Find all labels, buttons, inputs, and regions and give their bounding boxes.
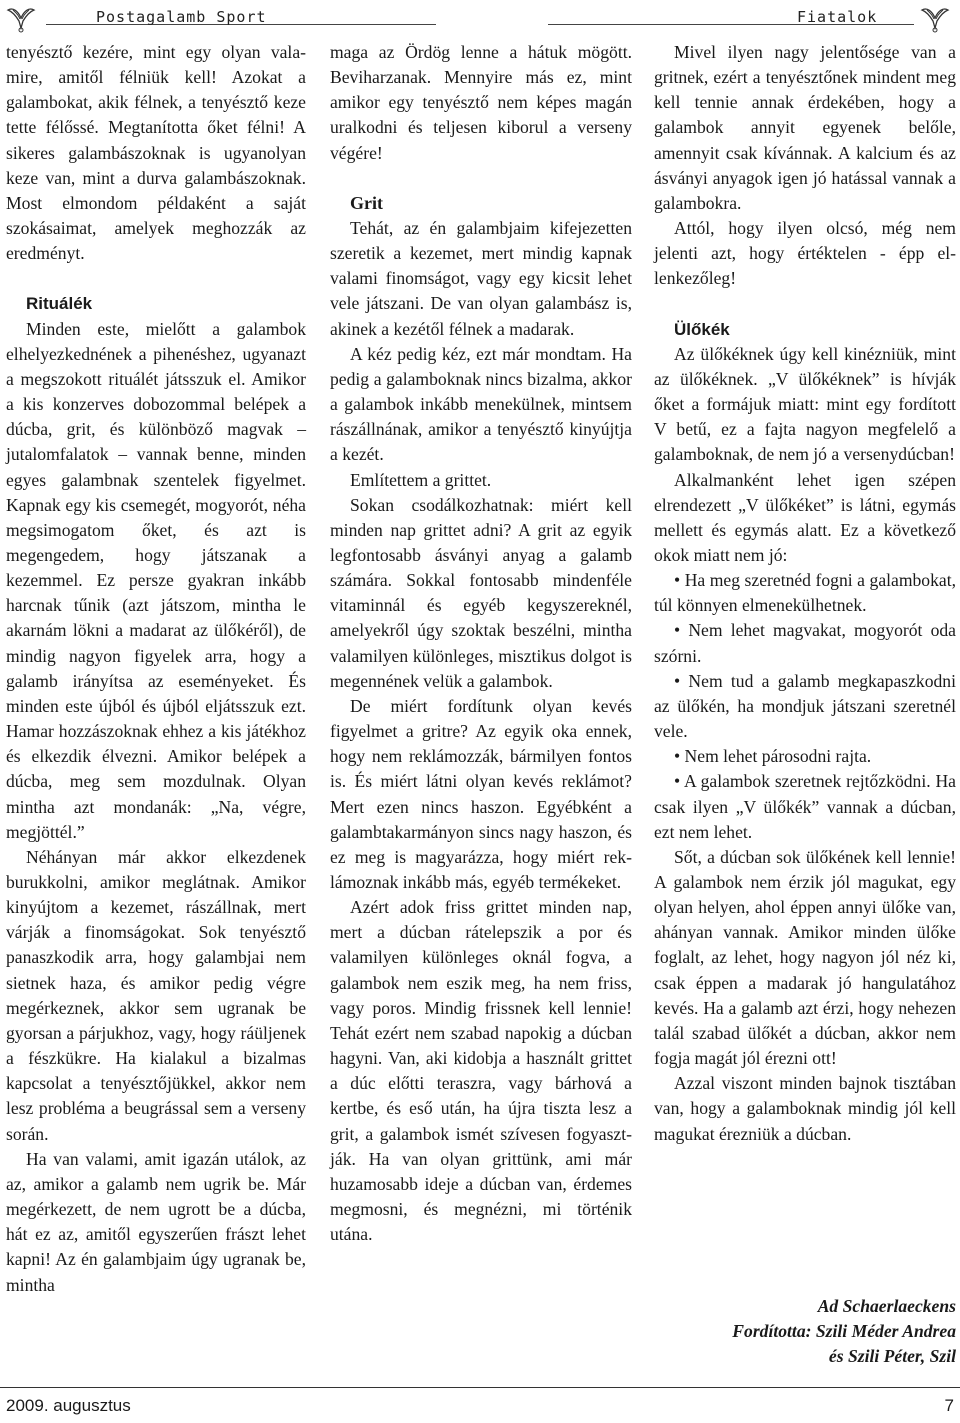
footer-rule [0,1387,960,1388]
paragraph: Attól, hogy ilyen olcsó, még nem jelenti azt, hogy értéktelen - épp ellenkezőleg! [654,218,956,289]
paragraph: Alkalmanként lehet igen szépen elrendezett „V ülőkéket” is látni, egymás mellett és egymás alatt. Ez a következő okok miatt nem jó: [654,469,956,565]
paragraph: Sőt, a dúcban sok ülőkének kell lennie! A galambok nem érzik jól magukat, egy olyan helyen, ahol éppen annyi ülőke van, ahányan vannak. Amikor minden ülőke foglalt, az lehet, hogy nagyon jól néz ki, csak éppen a madarak jó hangulatához kevés. Ha a galamb azt érzi, hogy nehezen talál szabad ülőkét a dúcban, akkor nem fogja magát jól érezni ott! [654,846,956,1069]
article-column-3 [654,40,956,1147]
dove-emblem-icon [918,1,952,35]
bullet-item: • A galambok szeretnek rejtőzködni. Ha csak ilyen „V ülőkék” vannak a dúcban, ezt nem lehet. [654,771,956,842]
paragraph: A kéz pedig kéz, ezt már mondtam. Ha pedig a galamboknak nincs bizalma, akkor a galambok inkább menekülnek, mintsem rászállnának, amikor a tenyésztő kinyújtja a kezét. [330,343,632,465]
paragraph: De miért fordítunk olyan kevés figyelmet a gritre? Az egyik oka ennek, hogy nem reklámozzák, bármilyen fontos is. És miért látni olyan kevés reklámot? Mert ezen nincs haszon. Egyébként a galambtakarmányon sincs nagy haszon, és ez meg is magyarázza, hogy miért reklámoznak inkább más, egyéb termékeket. [330,695,632,892]
bullet-item: • Ha meg szeretnéd fogni a galambokat, túl könnyen elmenekülhetnek. [654,570,956,616]
section-heading-grit: Grit [350,192,383,213]
section-title: Fiatalok [797,8,878,26]
publication-title: Postagalamb Sport [96,8,267,26]
paragraph: maga az Ördög lenne a hátuk mögött. Beviharzanak. Mennyire más ez, mint amikor egy tenyésztő nem képes magán uralkodni és teljesen kiborul a verseny végére! [330,42,632,163]
paragraph: Azért adok friss grittet minden nap, mert a dúcban rátelepszik a por és valamilyen különleges oknál fogva, a galambok nem eszik meg, ha nem friss, vagy poros. Mindig frissnek kell lennie! Tehát ezért nem szabad napokig a dúcban hagyni. Van, aki kidobja a használt grittet a dúc előtti teraszra, vagy bárhová a kertbe, és eső után, ha újra tiszta lesz a grit, a galambok ismét szívesen fogyasztják. Ha van olyan grittünk, ami már huzamosabb ideje a dúcban van, érdemes megmosni, és megnézni, mi történik utána. [330,897,632,1245]
translator-line: Fordította: Szili Méder Andrea [732,1321,956,1342]
translator-line: és Szili Péter, Szil [828,1346,956,1367]
page-footer [0,1387,960,1423]
page-header [0,0,960,40]
paragraph: Néhányan már akkor elkezdenek burukkolni, amikor meglátnak. Amikor kinyújtom a kezemet, rászállnak, mert várják a finomságokat. Sok tenyésztő panaszkodik arra, hogy galambjai nem sietnek haza, és amikor pedig végre megérkeznek, akkor sem ugranak be gyorsan a párjukhoz, vagy, hogy ráüljenek a fészkükre. Ha kialakul a bizalmas kapcsolat a tenyésztőjükkel, akkor nem lesz probléma a beugrással sem a verseny során. [6,846,306,1144]
paragraph: Minden este, mielőtt a galambok elhelyezkednének a pihenéshez, ugyanazt a megszokott rituálét játsszuk el. Amikor a kis konzerves dobozommal belépek a dúcba, grit, és különböző magvak – jutalomfalatok – vannak benne, minden egyes galambnak szentelek figyelmet. Kapnak egy kis csemegét, mogyorót, néha megsimogatom őket, és azt is megengedem, hogy játszanak a kezemmel. Ez persze gyakran inkább harcnak tűnik (azt játszom, mintha le akarnám lökni a madarat az ülőkéről), de mindig nagyon figyelek arra, hogy a galamb irányítsa az eseményeket. És minden este újból és újból eljátsszuk ezt. Hamar hozzászoknak ehhez a kis játékhoz és elkezdik élvezni. Amikor belépek a dúcba, meg sem mozdulnak. Olyan mintha azt mondanák: „Na, végre, megjöttél.” [6,318,306,842]
bullet-item: • Nem lehet párosodni rajta. [674,746,872,767]
bullet-item: • Nem lehet magvakat, mogyorót oda szórni. [654,620,956,666]
section-heading-rituals: Rituálék [26,294,93,314]
paragraph: Tehát, az én galambjaim kifejezetten szeretik a kezemet, mert mindig kapnak valami finomságot, vagy egy kicsit lehet vele játszani. De van olyan galambász is, akinek a kezétől félnek a madarak. [330,217,632,339]
article-column-2 [330,40,632,1247]
page-number: 7 [944,1396,954,1415]
article-credits [654,1294,956,1369]
paragraph: Az ülőkéknek úgy kell kinézniük, mint az ülőkéknek. „V ülőkéknek” is hívják őket a formájuk miatt: mint egy fordított V betű, ez a fajta nagyon megfelelő a galamboknak, de nem jó a versenydúcban! [654,343,956,465]
article-column-1 [6,40,306,1298]
section-heading-perches: Ülőkék [674,319,730,339]
paragraph: tenyésztő kezére, mint egy olyan valamire, amitől félniük kell! Azokat a galambokat, akik félnek, a tenyésztő keze tette félőssé. Megtanította őket félni! A sikeres galambászoknak is ugyanolyan keze van, mint a durva galambászoknak. Most elmondom példaként a saját szokásaimat, amelyek meghozzák az eredményt. [6,42,306,264]
paragraph: Ha van valami, amit igazán utálok, az az, amikor a galamb nem ugrik be. Már megérkezett, de nem ugrott be a dúcba, hát ez az, amitől egyszerűen frászt lehet kapni! Az én galambjaim úgy ugranak be, mintha [6,1148,306,1295]
bullet-item: • Nem tud a galamb megkapaszkodni az ülőkén, ha mondjuk játszani szeretnél vele. [654,670,956,742]
issue-date: 2009. augusztus [6,1396,131,1415]
paragraph: Azzal viszont minden bajnok tisztában van, hogy a galamboknak mindig jól kell magukat érezniük a dúcban. [654,1073,956,1144]
author-name: Ad Schaerlaeckens [817,1296,956,1316]
paragraph: Említettem a grittet. [350,469,492,490]
paragraph: Mivel ilyen nagy jelentősége van a gritnek, ezért a tenyésztőnek mindent meg kell tennie annak érdekében, hogy a galambok annyit egyenek belőle, amennyit csak kívánnak. A kalcium és az ásványi anyagok igen jó hatással vannak a galambokra. [654,42,956,213]
dove-emblem-icon [4,1,38,35]
paragraph: Sokan csodálkozhatnak: miért kell minden nap grittet adni? A grit az egyik legfontosabb ásványi anyag a galamb számára. Sokkal fontosabb mindenféle vitaminnál és egyéb kegyszereknél, amelyekről úgy szoktak beszélni, mintha valamilyen különleges, misztikus dolgot is megennének velük a galambok. [330,494,632,691]
